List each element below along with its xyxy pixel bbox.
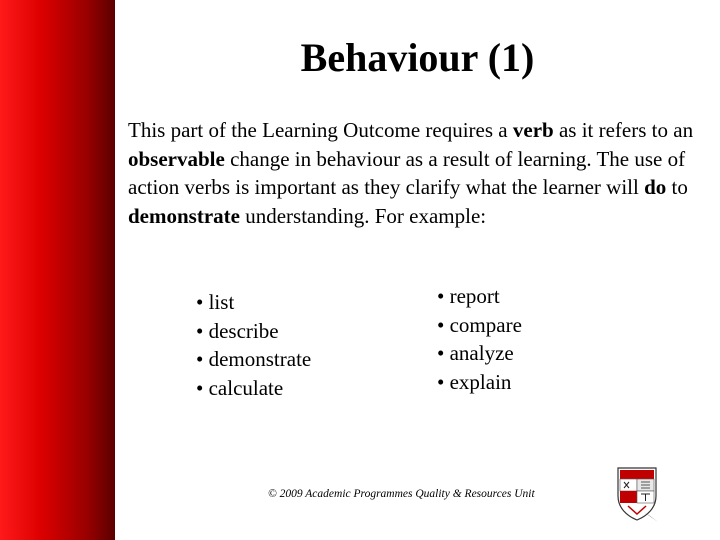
list-item: • analyze <box>437 341 514 365</box>
university-crest-icon <box>614 466 660 522</box>
copyright-footer: © 2009 Academic Programmes Quality & Resources Unit <box>268 488 535 500</box>
paragraph-bold-do: do <box>644 175 667 199</box>
paragraph-text-2: as it refers to an <box>553 118 694 142</box>
paragraph-bold-observable: observable <box>128 146 225 171</box>
paragraph-text-4: to <box>666 175 688 199</box>
verb-list-left <box>196 288 311 402</box>
list-item: • demonstrate <box>196 347 312 371</box>
list-item: • calculate <box>196 375 284 400</box>
red-gradient-sidebar <box>0 0 115 540</box>
list-item: • compare <box>437 312 522 337</box>
list-item: • describe <box>196 318 279 343</box>
list-item: • list <box>196 290 235 314</box>
paragraph-bold-verb: verb <box>512 118 554 142</box>
paragraph-text-5: understanding. For example: <box>239 203 487 228</box>
body-paragraph <box>128 116 698 230</box>
paragraph-text-3: change in behaviour as a result of learning. The use of action verbs is important as they clarify what the learner will <box>128 146 686 199</box>
list-item: • explain <box>437 369 512 394</box>
list-item: • report <box>437 284 500 308</box>
verb-list-right <box>437 282 522 396</box>
slide-title: Behaviour (1) <box>300 35 535 80</box>
paragraph-bold-demonstrate: demonstrate <box>128 203 240 228</box>
paragraph-text-1: This part of the Learning Outcome requires a <box>128 118 513 142</box>
